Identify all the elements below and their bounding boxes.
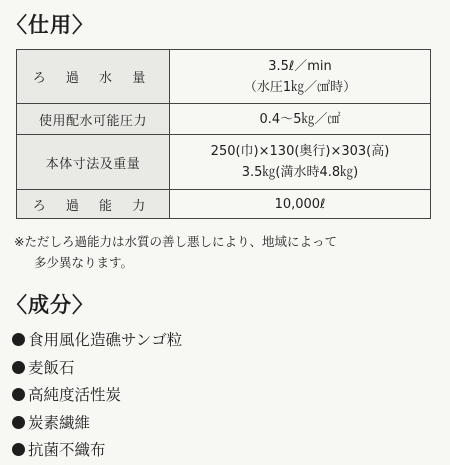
spec-row-capacity bbox=[17, 190, 431, 219]
spec-heading: 〈仕用〉 bbox=[6, 13, 94, 37]
spec-value-line: 3.5㎏(満水時4.8㎏) bbox=[241, 165, 359, 180]
spec-label: 使用配水可能圧力 bbox=[17, 104, 170, 135]
spec-value-line: 10,000ℓ bbox=[274, 196, 326, 212]
ingredient-label: 炭素繊維 bbox=[28, 413, 91, 432]
spec-value bbox=[170, 190, 431, 219]
spec-value-line: （水圧1㎏／㎠時） bbox=[243, 79, 357, 95]
list-item bbox=[12, 410, 182, 438]
bullet-icon bbox=[12, 443, 25, 456]
ingredients-list bbox=[12, 327, 182, 465]
ingredient-label: 高純度活性炭 bbox=[28, 386, 122, 404]
spec-row-filtration-rate bbox=[17, 50, 431, 104]
ingredient-label: 麦飯石 bbox=[28, 358, 75, 377]
ingredient-label: 食用風化造礁サンゴ粒 bbox=[28, 331, 183, 349]
spec-row-dimensions bbox=[17, 135, 431, 190]
spec-value bbox=[170, 50, 431, 104]
ingredient-label: 抗菌不織布 bbox=[28, 441, 106, 459]
spec-label: ろ 過 水 量 bbox=[17, 50, 170, 104]
spec-value-line: 0.4～5㎏／㎠ bbox=[259, 111, 341, 127]
spec-label: 本体寸法及重量 bbox=[17, 135, 170, 190]
spec-table bbox=[16, 49, 431, 219]
spec-value bbox=[170, 104, 431, 135]
note-line: 多少異なります。 bbox=[34, 255, 134, 270]
spec-label: ろ 過 能 力 bbox=[17, 190, 170, 219]
spec-row-pressure bbox=[17, 104, 431, 135]
spec-value bbox=[170, 135, 431, 190]
spec-note bbox=[14, 231, 337, 273]
list-item bbox=[12, 437, 182, 465]
ingredients-heading: 〈成分〉 bbox=[6, 293, 94, 317]
note-line: ※ただしろ過能力は水質の善し悪しにより、地域によって bbox=[14, 234, 337, 249]
list-item bbox=[12, 382, 182, 410]
spec-value-line: 3.5ℓ／min bbox=[268, 58, 332, 74]
bullet-icon bbox=[12, 416, 25, 429]
list-item bbox=[12, 327, 182, 355]
bullet-icon bbox=[12, 333, 25, 346]
list-item bbox=[12, 355, 182, 383]
spec-value-line: 250(巾)×130(奥行)×303(高) bbox=[210, 144, 390, 159]
bullet-icon bbox=[12, 361, 25, 374]
bullet-icon bbox=[12, 388, 25, 401]
